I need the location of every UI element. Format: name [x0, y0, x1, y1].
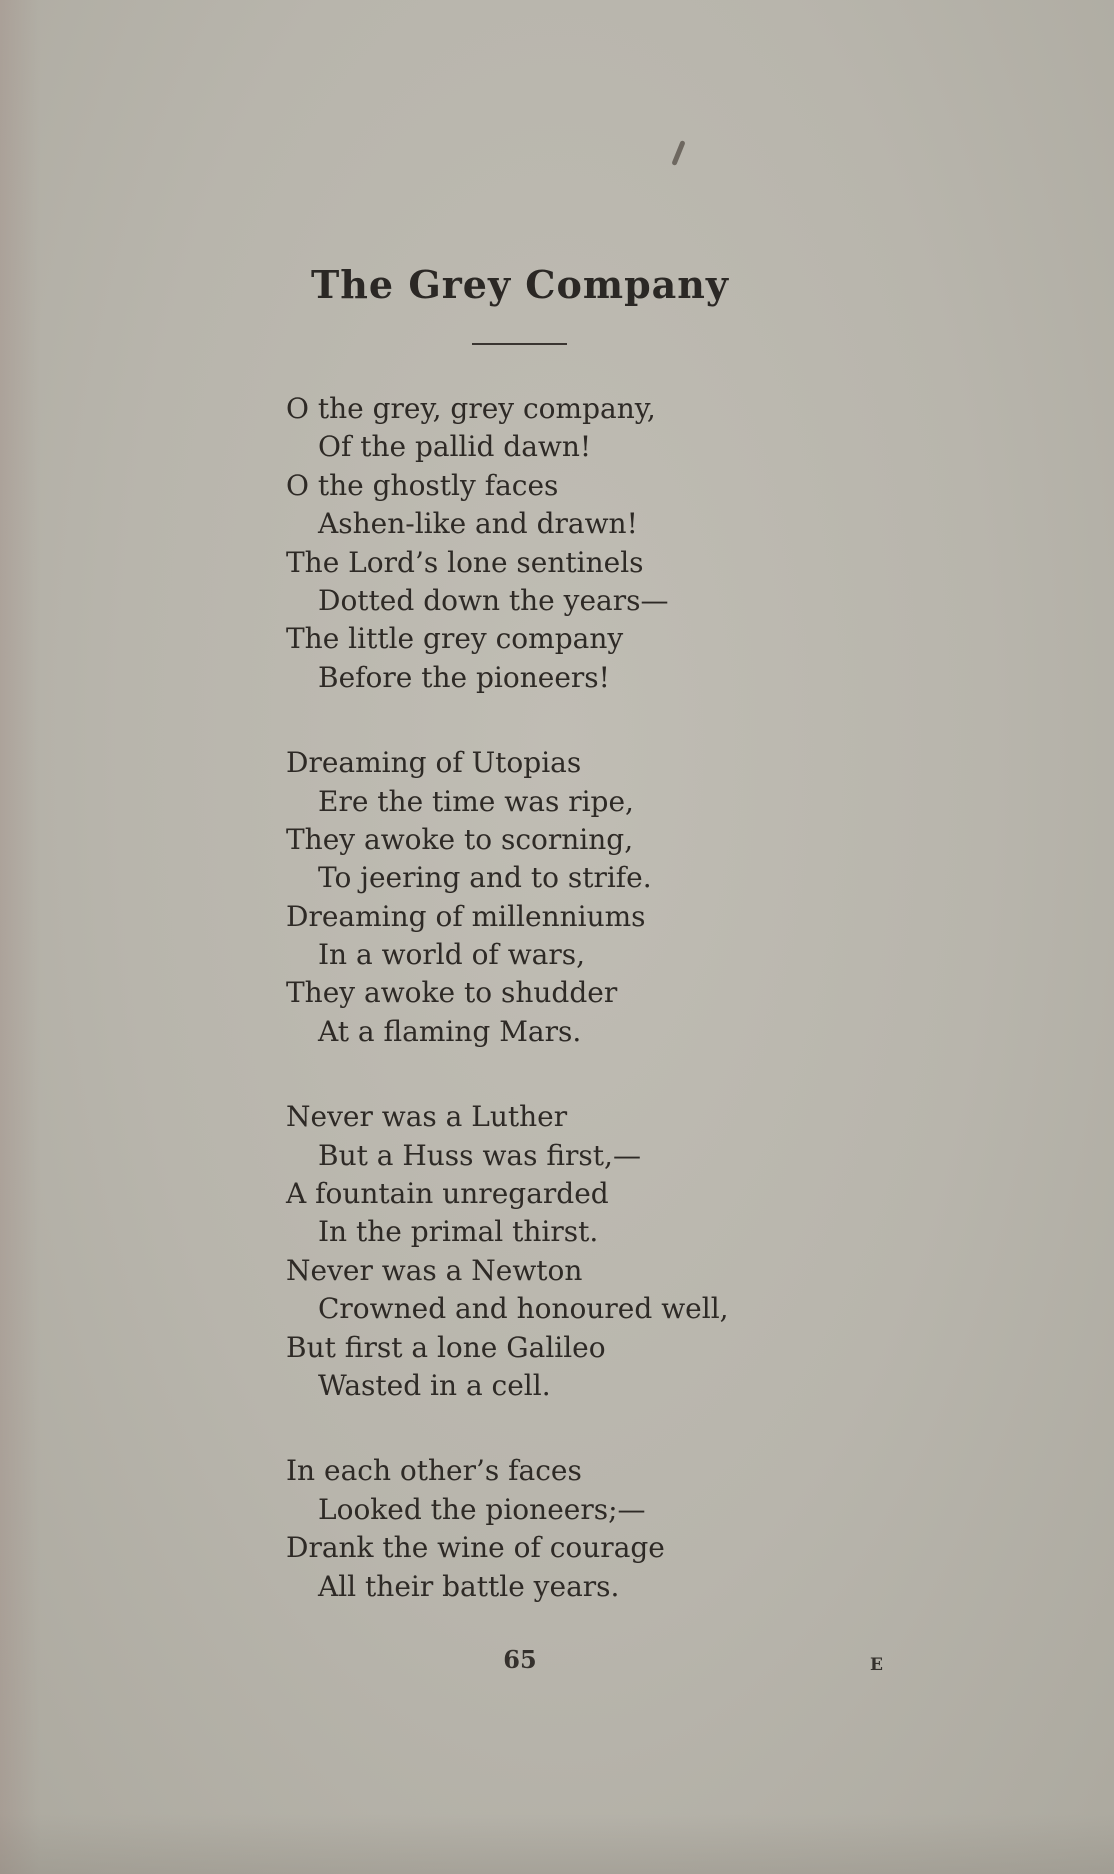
poem-line: In each other’s faces: [286, 1454, 582, 1488]
stanza-4: [286, 1452, 1006, 1606]
poem-line: Dreaming of millenniums: [286, 899, 646, 933]
poem-line: A fountain unregarded: [286, 1177, 609, 1211]
poem-line: Before the pioneers!: [318, 660, 610, 694]
poem-line: Dotted down the years—: [318, 583, 669, 617]
poem-line: Looked the pioneers;—: [318, 1492, 646, 1526]
poem-line: Of the pallid dawn!: [318, 430, 592, 464]
poem-line: In the primal thirst.: [318, 1215, 599, 1249]
poem-line: O the ghostly faces: [286, 468, 559, 502]
poem-line: But a Huss was first,—: [318, 1138, 641, 1172]
poem-line: At a flaming Mars.: [318, 1014, 582, 1048]
poem-line: Wasted in a cell.: [318, 1368, 551, 1402]
stanza-2: [286, 744, 1006, 1051]
poem-line: In a world of wars,: [318, 938, 586, 972]
poem-line: Crowned and honoured well,: [318, 1292, 729, 1326]
poem-line: All their battle years.: [318, 1569, 620, 1603]
poem-title: The Grey Company: [311, 262, 729, 307]
signature-mark: E: [870, 1655, 883, 1675]
poem-line: Ashen-like and drawn!: [318, 507, 638, 541]
poem-line: The little grey company: [286, 622, 624, 656]
ink-blemish: [671, 140, 685, 166]
poem-line: O the grey, grey company,: [286, 392, 656, 425]
poem-line: But first a lone Galileo: [286, 1330, 606, 1364]
poem-line: They awoke to shudder: [286, 976, 618, 1010]
stanza-1: [286, 390, 1006, 697]
title-rule: [472, 343, 567, 345]
poem-line: Dreaming of Utopias: [286, 746, 582, 780]
poem-body: [286, 390, 1006, 1653]
poem-line: The Lord’s lone sentinels: [286, 545, 644, 579]
poem-line: Ere the time was ripe,: [318, 784, 634, 818]
page-bottom-shading: [0, 1814, 1114, 1874]
page-number: 65: [503, 1645, 537, 1674]
poem-line: Drank the wine of courage: [286, 1531, 665, 1565]
poem-line: Never was a Luther: [286, 1100, 568, 1134]
poem-line: Never was a Newton: [286, 1253, 583, 1287]
poem-line: They awoke to scorning,: [286, 822, 634, 856]
stanza-3: [286, 1098, 1006, 1405]
poem-line: To jeering and to strife.: [318, 861, 652, 895]
